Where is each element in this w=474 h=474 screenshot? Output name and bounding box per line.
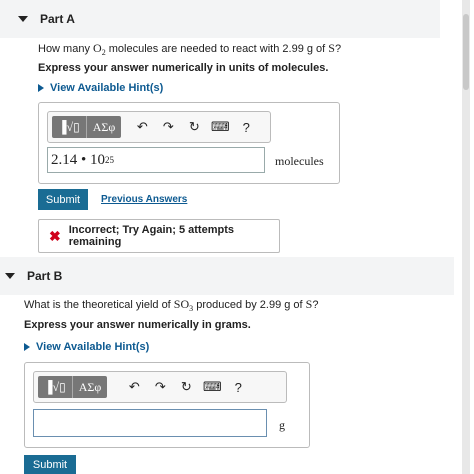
part-b-unit: g: [279, 418, 285, 432]
redo-icon[interactable]: ↷: [154, 379, 166, 394]
part-a-answer-panel: [38, 102, 340, 184]
part-b-submit-button[interactable]: Submit: [24, 455, 76, 474]
greek-symbols-button[interactable]: ΑΣφ: [92, 119, 116, 134]
help-icon[interactable]: ?: [234, 379, 242, 395]
templates-button[interactable]: ▐√▯: [58, 119, 80, 134]
part-b-answer-panel: [24, 362, 310, 448]
collapse-caret-icon[interactable]: [5, 273, 15, 279]
part-a-header[interactable]: [0, 0, 440, 38]
part-b-title: Part B: [27, 269, 63, 283]
keyboard-icon[interactable]: ⌨: [210, 119, 230, 134]
scrollbar-track[interactable]: [462, 0, 470, 474]
part-a-hint-link[interactable]: View Available Hint(s): [38, 82, 163, 94]
part-a-question: How many $O_2$ molecules are needed to react with 2.99 g of S?: [38, 41, 342, 58]
keyboard-icon[interactable]: ⌨: [202, 379, 222, 394]
feedback-text: Incorrect; Try Again; 5 attempts remaining: [68, 224, 234, 248]
incorrect-x-icon: ✖: [49, 227, 61, 244]
undo-icon[interactable]: ↶: [128, 379, 140, 394]
help-icon[interactable]: ?: [242, 119, 250, 135]
math-toolbar: [33, 371, 287, 403]
previous-answers-link[interactable]: Previous Answers: [101, 194, 188, 205]
part-b-hint-link[interactable]: View Available Hint(s): [24, 341, 149, 353]
greek-symbols-button[interactable]: ΑΣφ: [78, 379, 102, 394]
part-b-question: What is the theoretical yield of $SO_3$ produced by 2.99 g of S?: [24, 297, 319, 314]
part-b-header[interactable]: [0, 257, 454, 295]
math-toolbar: [47, 111, 271, 143]
templates-button[interactable]: ▐√▯: [44, 379, 66, 394]
part-b-answer-field[interactable]: [33, 409, 267, 437]
template-group: [38, 376, 107, 398]
feedback-box: [38, 219, 280, 253]
redo-icon[interactable]: ↷: [162, 119, 174, 134]
part-a-answer-field[interactable]: 2.14 • 10 25: [47, 147, 265, 173]
part-a-unit: molecules: [275, 154, 324, 168]
template-group: [52, 116, 121, 138]
undo-icon[interactable]: ↶: [136, 119, 148, 134]
reset-icon[interactable]: ↻: [188, 119, 200, 134]
expand-triangle-icon: [38, 84, 44, 92]
expand-triangle-icon: [24, 343, 30, 351]
part-a-instruction: Express your answer numerically in units of molecules.: [38, 62, 329, 74]
scrollbar-thumb[interactable]: [463, 14, 469, 90]
collapse-caret-icon[interactable]: [18, 16, 28, 22]
part-b-instruction: Express your answer numerically in grams.: [24, 319, 251, 331]
reset-icon[interactable]: ↻: [180, 379, 192, 394]
part-a-submit-button[interactable]: Submit: [38, 189, 88, 210]
part-a-title: Part A: [40, 12, 75, 26]
